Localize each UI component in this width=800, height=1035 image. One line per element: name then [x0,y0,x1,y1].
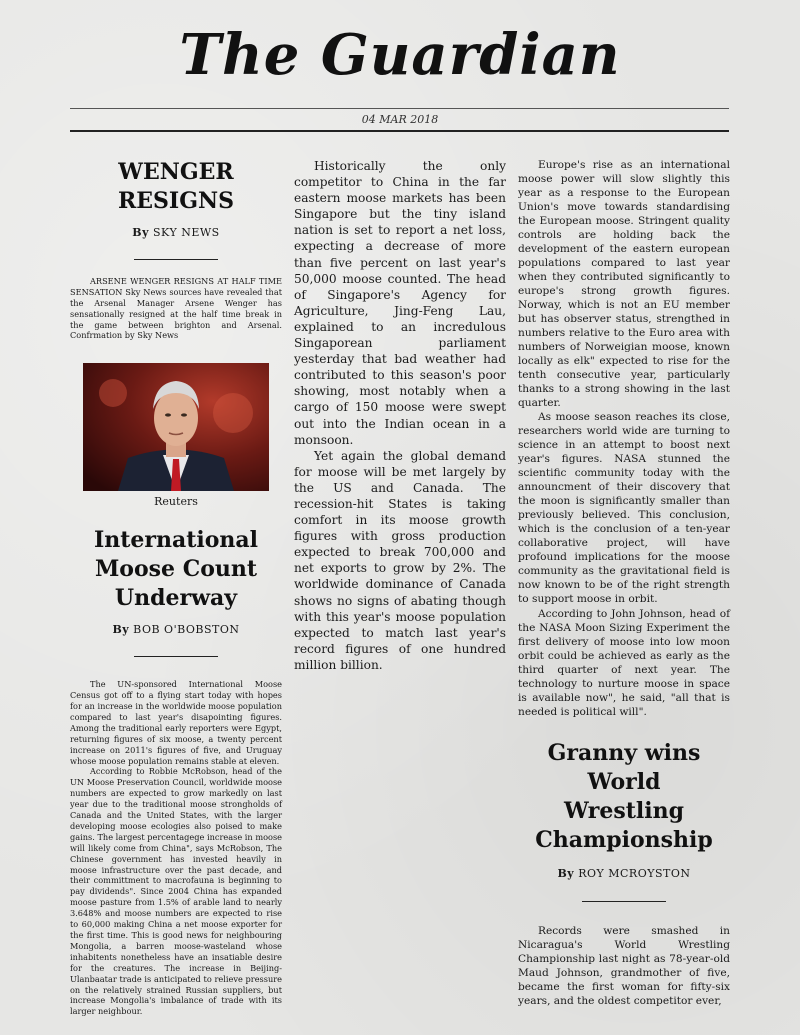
byline-author: ROY MCROYSTON [578,866,691,880]
moose-paragraph: Yet again the global demand for moose will be met largely by the US and Canada. The recession-hit States is taking comfort in its moose growth figures with gross production expected to break 700,000 and net exports to grow by 2%. The worldwide dominance of Canada shows no signs of abating though with this year's moose population expected to match last year's record figures of one hundred million billion. [294,448,506,672]
byline-moose [70,625,282,636]
byline-author: SKY NEWS [152,226,220,239]
photo-caption: Reuters [154,495,198,509]
byline-prefix: By [132,226,149,239]
byline-wenger [70,228,282,239]
moose-paragraph: According to Robbie McRobson, head of the UN Moose Preservation Council, worldwide moose numbers are expected to grow markedly on last year due to the traditional moose strongholds of Canada and the United States, with the larger developing moose ecologies also poised to make gains. The largest percentagege increase in moose will likely come from China", says McRobson, The Chinese government has invested heavily in moose infrastructure over the past decade, and their committment to macrofauna is beginning to pay dividends". Since 2004 China has expanded moose pasture from 1.5% of arable land to nearly 3.648% and moose numbers are expected to rise to 60,000 making China a net moose exporter for the first time. This is good news for neighbouring Mongolia, a barren moose-wasteland whose inhabitents nonetheless have an insatiable desire for the creatures. The increase in Beijing-Ulanbaatar trade is anticipated to relieve pressure on the relatively strained Russian suppliers, but increase Mongolia's imbalance of trade with its larger neighbour. [70,766,282,1017]
column-1 [70,158,282,1017]
masthead-rule-bottom [70,130,729,132]
byline-granny [518,867,730,881]
moose-paragraph: As moose season reaches its close, researchers world wide are turning to science in an attempt to boost next year's figures. NASA stunned the scientific community today with the announcment of their discovery that the moon is significantly smaller than previously believed. This conclusion, which is the conclusion of a ten-year collaborative project, will have profound implications for the moose community as the gravitational field is now known to be of the right strength to support moose in orbit. [518,411,730,606]
headline-moose: International Moose Count Underway [93,527,259,612]
moose-paragraph: The UN-sponsored International Moose Census got off to a flying start today with hopes for an increase in the worldwide moose population compared to last year's disapointing figures. Among the traditional early reporters were Egypt, returning figures of six moose, a twenty percent increase on 2011's figures of five, and Uruguay whose moose population remains stable at eleven. [70,679,282,766]
masthead-rule-top [70,108,729,109]
article-body-granny: Records were smashed in Nicaragua's World Wrestling Championship last night as 78-year-old Maud Johnson, grandmother of five, became the first woman for fifty-six years, and the oldest competitor ever, [518,924,730,1007]
byline-author: BOB O'BOBSTON [133,623,240,637]
wenger-photo [83,363,269,491]
moose-paragraph: Historically the only competitor to China in the far eastern moose markets has been Singapore but the tiny island nation is set to report a net loss, expecting a decrease of more than five percent on last year's 50,000 moose counted. The head of Singapore's Agency for Agriculture, Jing-Feng Lau, explained to an incredulous Singaporean parliament yesterday that bad weather had contributed to this season's poor showing, most notably when a cargo of 150 moose were swept out into the Indian ocean in a monsoon. [294,159,506,447]
moose-paragraph: Europe's rise as an international moose power will slow slightly this year as a response to the European Union's move towards standardising the European moose. Stringent quality controls are holding back the development of the eastern european populations compared to last year when they contributed significantly to europe's strong growth figures. Norway, which is not an EU member but has observer status, strengthed in numbers relative to the Euro area with numbers of Norweigian moose, known locally as elk" expected to rise for the tenth consecutive year, particularly thanks to a strong showing in the last quarter. [518,159,730,410]
headline-granny: Granny wins World Wrestling Championship [535,739,713,853]
masthead-title: The Guardian [179,22,621,88]
article-body-wenger: ARSENE WENGER RESIGNS AT HALF TIME SENSATION Sky News sources have revealed that the Arsenal Manager Arsene Wenger has sensationally resigned at the half time break in the game between brighton and Arsenal. Confrmation by Sky News [70,275,282,341]
article-separator [134,259,218,260]
headline-wenger: WENGER RESIGNS [117,159,234,214]
issue-date: 04 MAR 2018 [361,113,439,126]
byline-prefix: By [557,866,575,880]
byline-prefix: By [112,623,130,637]
column-2 [294,158,506,673]
moose-paragraph: According to John Johnson, head of the NASA Moon Sizing Experiment the first delivery of moose into low moon orbit could be achieved as early as the third quarter of next year. The technology to nurture moose in space is available now", he said, "all that is needed is political will". [518,607,730,718]
column-3 [518,158,730,1008]
